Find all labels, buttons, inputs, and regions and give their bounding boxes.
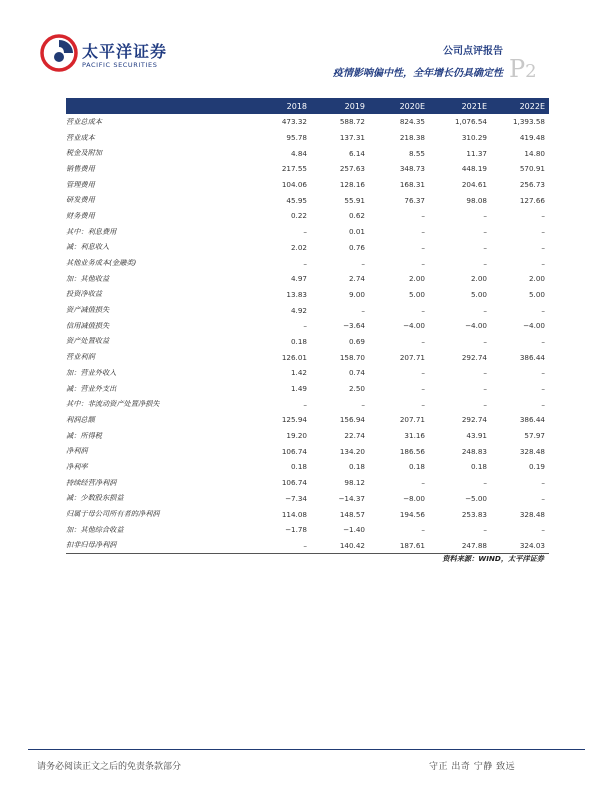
- table-cell: 140.42: [339, 540, 365, 550]
- table-cell: 207.71: [399, 352, 425, 362]
- table-row: [66, 240, 549, 256]
- table-cell: –: [421, 258, 425, 268]
- table-cell: –: [483, 399, 487, 409]
- table-cell: –: [483, 384, 487, 394]
- table-cell: 127.66: [519, 195, 545, 205]
- table-cell: 257.63: [339, 164, 365, 174]
- table-cell: –: [541, 227, 545, 237]
- table-row: [66, 538, 549, 554]
- table-cell: 248.83: [461, 446, 487, 456]
- table-cell: 473.32: [281, 117, 307, 127]
- table-cell: 76.37: [404, 195, 425, 205]
- table-cell: –: [361, 399, 365, 409]
- table-cell: 134.20: [339, 446, 365, 456]
- table-cell: 292.74: [461, 415, 487, 425]
- table-cell: –: [541, 305, 545, 315]
- source-note: 资料来源：WIND，太平洋证券: [442, 554, 544, 563]
- table-cell: −14.37: [338, 493, 365, 503]
- table-cell: 126.01: [281, 352, 307, 362]
- table-cell: –: [541, 399, 545, 409]
- table-cell: 247.88: [461, 540, 487, 550]
- pacific-securities-logo-icon: [40, 34, 78, 72]
- table-cell: 114.08: [281, 509, 307, 519]
- table-row: [66, 522, 549, 538]
- table-cell: 0.22: [290, 211, 307, 221]
- table-cell: 419.48: [519, 133, 545, 143]
- table-header-cell: 2018: [286, 101, 307, 111]
- table-row: [66, 114, 549, 130]
- table-cell: −1.78: [284, 525, 307, 535]
- table-row: [66, 192, 549, 208]
- table-cell: 187.61: [399, 540, 425, 550]
- table-cell: 348.73: [399, 164, 425, 174]
- table-cell: 0.74: [348, 368, 365, 378]
- table-cell: 570.91: [519, 164, 545, 174]
- table-cell: –: [483, 336, 487, 346]
- table-cell: –: [541, 368, 545, 378]
- table-row: [66, 443, 549, 459]
- table-cell: 156.94: [339, 415, 365, 425]
- table-header-cell: 2022E: [519, 101, 545, 111]
- table-cell: –: [541, 525, 545, 535]
- table-cell: –: [421, 368, 425, 378]
- table-cell: 125.94: [281, 415, 307, 425]
- table-cell: –: [541, 258, 545, 268]
- table-cell: –: [303, 399, 307, 409]
- table-row: [66, 365, 549, 381]
- table-cell: –: [483, 368, 487, 378]
- table-cell: –: [421, 227, 425, 237]
- table-cell: –: [541, 384, 545, 394]
- table-header-cell: [66, 98, 253, 114]
- report-type: 公司点评报告: [443, 46, 503, 57]
- table-cell: 1.42: [290, 368, 307, 378]
- row-label: 研发费用: [66, 195, 95, 205]
- table-cell: 8.55: [408, 148, 425, 158]
- table-cell: 386.44: [519, 415, 545, 425]
- row-label: 持续经营净利润: [66, 477, 117, 487]
- table-cell: 98.08: [466, 195, 487, 205]
- table-cell: 104.06: [281, 180, 307, 190]
- table-cell: –: [421, 336, 425, 346]
- table-cell: 0.19: [528, 462, 545, 472]
- table-cell: –: [421, 525, 425, 535]
- table-cell: –: [541, 242, 545, 252]
- table-cell: 4.97: [290, 274, 307, 284]
- table-row: [66, 318, 549, 334]
- row-label: 营业总成本: [66, 116, 102, 126]
- table-cell: 218.38: [399, 133, 425, 143]
- table-cell: 4.84: [290, 148, 307, 158]
- table-cell: 256.73: [519, 180, 545, 190]
- row-label: 财务费用: [66, 210, 95, 220]
- table-cell: 0.18: [290, 336, 307, 346]
- row-label: 投资净收益: [66, 289, 102, 299]
- row-label: 减：利息收入: [66, 242, 110, 252]
- table-cell: 57.97: [524, 431, 545, 441]
- row-label: 资产处置收益: [66, 336, 110, 346]
- table-cell: 186.56: [399, 446, 425, 456]
- table-cell: 137.31: [339, 133, 365, 143]
- row-label: 营业成本: [66, 132, 95, 142]
- table-cell: 328.48: [519, 509, 545, 519]
- table-cell: –: [483, 258, 487, 268]
- table-cell: –: [303, 540, 307, 550]
- table-header-cell: 2021E: [461, 101, 487, 111]
- table-cell: 0.01: [348, 227, 365, 237]
- row-label: 扣非归母净利润: [66, 540, 117, 550]
- table-cell: 22.74: [344, 431, 365, 441]
- table-cell: 148.57: [339, 509, 365, 519]
- table-cell: −4.00: [464, 321, 487, 331]
- table-cell: 55.91: [344, 195, 365, 205]
- table-row: [66, 428, 549, 444]
- table-cell: 6.14: [348, 148, 365, 158]
- table-cell: –: [483, 242, 487, 252]
- table-cell: 0.18: [408, 462, 425, 472]
- table-cell: –: [483, 525, 487, 535]
- table-row: [66, 491, 549, 507]
- table-cell: 11.37: [466, 148, 487, 158]
- table-cell: 5.00: [528, 289, 545, 299]
- table-cell: 19.20: [286, 431, 307, 441]
- row-label: 其他业务成本(金融类): [66, 258, 137, 268]
- table-cell: −8.00: [402, 493, 425, 503]
- table-row: [66, 255, 549, 271]
- table-cell: 43.91: [466, 431, 487, 441]
- row-label: 税金及附加: [66, 148, 102, 158]
- table-cell: –: [421, 399, 425, 409]
- table-cell: –: [421, 478, 425, 488]
- row-label: 加：其他收益: [66, 273, 110, 283]
- table-cell: 204.61: [461, 180, 487, 190]
- table-cell: –: [421, 211, 425, 221]
- table-row: [66, 161, 549, 177]
- row-label: 其中：非流动资产处置净损失: [66, 399, 160, 409]
- table-cell: –: [421, 384, 425, 394]
- table-cell: –: [303, 227, 307, 237]
- report-title: 疫情影响偏中性，全年增长仍具确定性: [333, 68, 503, 79]
- table-cell: −5.00: [464, 493, 487, 503]
- table-cell: 310.29: [461, 133, 487, 143]
- income-statement-table: [66, 98, 549, 554]
- table-cell: 292.74: [461, 352, 487, 362]
- table-cell: 0.18: [290, 462, 307, 472]
- row-label: 信用减值损失: [66, 320, 110, 330]
- table-cell: 31.16: [404, 431, 425, 441]
- table-cell: –: [361, 305, 365, 315]
- table-cell: 2.00: [528, 274, 545, 284]
- table-cell: –: [541, 336, 545, 346]
- table-cell: 2.00: [470, 274, 487, 284]
- page-digit: 2: [525, 61, 537, 82]
- table-row: [66, 145, 549, 161]
- table-cell: 98.12: [344, 478, 365, 488]
- table-cell: 588.72: [339, 117, 365, 127]
- table-row: [66, 208, 549, 224]
- row-label: 利润总额: [66, 414, 95, 424]
- table-cell: 328.48: [519, 446, 545, 456]
- table-cell: −7.34: [284, 493, 307, 503]
- table-row: [66, 177, 549, 193]
- table-cell: –: [421, 305, 425, 315]
- table-cell: 0.18: [348, 462, 365, 472]
- table-cell: –: [541, 493, 545, 503]
- table-header-cell: 2020E: [399, 101, 425, 111]
- table-cell: –: [483, 478, 487, 488]
- table-cell: 2.50: [348, 384, 365, 394]
- row-label: 减：营业外支出: [66, 383, 117, 393]
- table-cell: 824.35: [399, 117, 425, 127]
- table-cell: 1,076.54: [454, 117, 487, 127]
- table-cell: 2.74: [348, 274, 365, 284]
- table-cell: 0.69: [348, 336, 365, 346]
- table-cell: 45.95: [286, 195, 307, 205]
- table-cell: 5.00: [470, 289, 487, 299]
- table-cell: −4.00: [522, 321, 545, 331]
- page-letter: P: [509, 55, 526, 83]
- table-header-row: [66, 98, 549, 114]
- table-cell: −1.40: [342, 525, 365, 535]
- table-cell: 14.80: [524, 148, 545, 158]
- page-number: [509, 55, 537, 83]
- table-row: [66, 130, 549, 146]
- table-row: [66, 459, 549, 475]
- table-cell: 253.83: [461, 509, 487, 519]
- row-label: 减：少数股东损益: [66, 493, 124, 503]
- row-label: 营业利润: [66, 352, 95, 362]
- table-cell: –: [483, 211, 487, 221]
- table-cell: 106.74: [281, 478, 307, 488]
- row-label: 加：其他综合收益: [66, 524, 124, 534]
- table-row: [66, 334, 549, 350]
- row-label: 归属于母公司所有者的净利润: [66, 509, 160, 519]
- table-cell: 0.18: [470, 462, 487, 472]
- table-cell: 217.55: [281, 164, 307, 174]
- table-row: [66, 302, 549, 318]
- table-cell: 95.78: [286, 133, 307, 143]
- table-row: [66, 287, 549, 303]
- table-row: [66, 224, 549, 240]
- table-cell: 4.92: [290, 305, 307, 315]
- table-cell: 106.74: [281, 446, 307, 456]
- row-label: 管理费用: [66, 179, 95, 189]
- row-label: 净利润: [66, 446, 88, 456]
- table-header-cell: 2019: [344, 101, 365, 111]
- table-cell: –: [421, 242, 425, 252]
- table-cell: 1.49: [290, 384, 307, 394]
- table-cell: 207.71: [399, 415, 425, 425]
- row-label: 净利率: [66, 461, 88, 471]
- table-cell: –: [303, 321, 307, 331]
- table-cell: –: [541, 478, 545, 488]
- table-cell: 158.70: [339, 352, 365, 362]
- table-cell: 0.62: [348, 211, 365, 221]
- table-cell: 13.83: [286, 289, 307, 299]
- table-cell: 386.44: [519, 352, 545, 362]
- table-cell: 128.16: [339, 180, 365, 190]
- footer-motto: 守正 出奇 宁静 致远: [429, 762, 516, 772]
- logo-name-en: PACIFIC SECURITIES: [82, 61, 158, 69]
- logo-name-cn: 太平洋证券: [82, 42, 168, 61]
- table-cell: 2.02: [290, 242, 307, 252]
- table-cell: –: [483, 227, 487, 237]
- table-cell: 0.76: [348, 242, 365, 252]
- footer-disclaimer: 请务必阅读正文之后的免责条款部分: [37, 762, 182, 772]
- table-row: [66, 349, 549, 365]
- table-cell: –: [541, 211, 545, 221]
- table-cell: −4.00: [402, 321, 425, 331]
- table-cell: 5.00: [408, 289, 425, 299]
- table-cell: –: [483, 305, 487, 315]
- footer-divider: [28, 749, 585, 750]
- table-row: [66, 412, 549, 428]
- table-cell: 2.00: [408, 274, 425, 284]
- table-row: [66, 475, 549, 491]
- row-label: 加：营业外收入: [66, 367, 117, 377]
- table-cell: –: [303, 258, 307, 268]
- table-row: [66, 506, 549, 522]
- row-label: 资产减值损失: [66, 305, 110, 315]
- table-row: [66, 396, 549, 412]
- table-row: [66, 271, 549, 287]
- table-row: [66, 381, 549, 397]
- table-cell: –: [361, 258, 365, 268]
- row-label: 减：所得税: [66, 430, 102, 440]
- table-cell: −3.64: [342, 321, 365, 331]
- table-cell: 194.56: [399, 509, 425, 519]
- row-label: 其中：利息费用: [66, 226, 117, 236]
- table-cell: 1,393.58: [512, 117, 545, 127]
- row-label: 销售费用: [66, 163, 95, 173]
- table-cell: 448.19: [461, 164, 487, 174]
- table-cell: 324.03: [519, 540, 545, 550]
- company-logo: [40, 34, 168, 74]
- table-cell: 168.31: [399, 180, 425, 190]
- table-cell: 9.00: [348, 289, 365, 299]
